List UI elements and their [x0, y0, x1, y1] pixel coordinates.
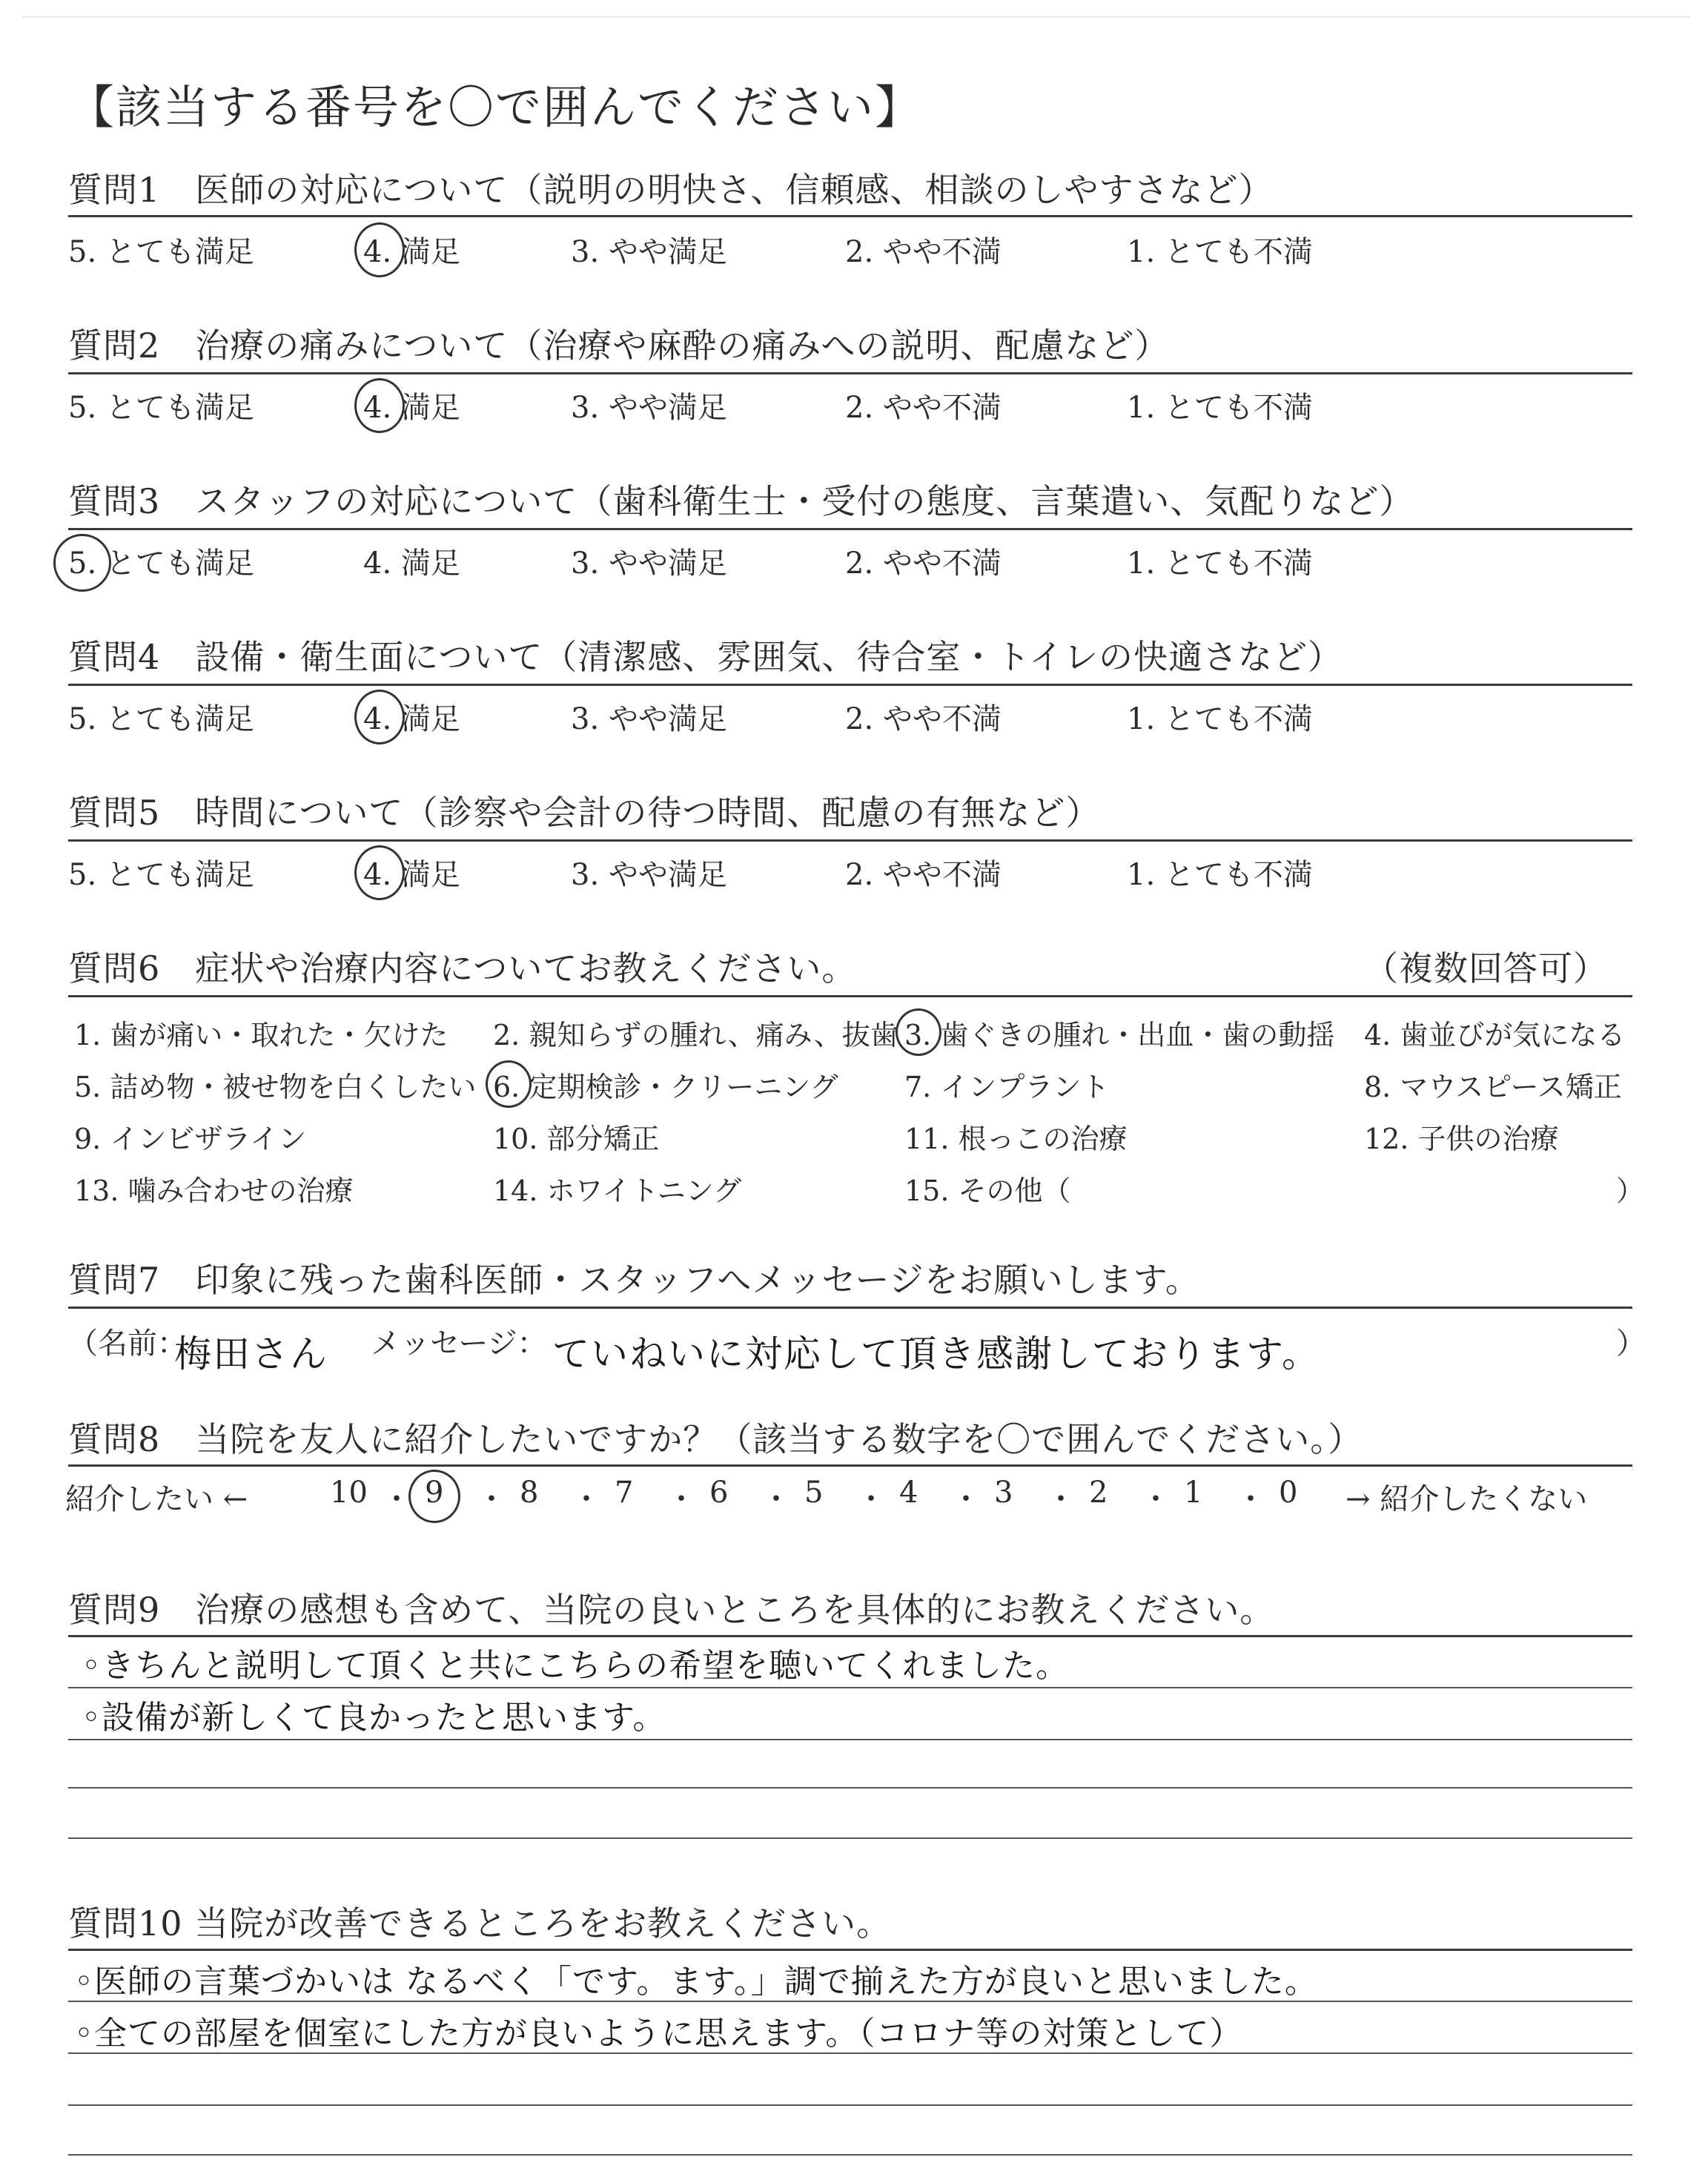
q6-item-12[interactable]: 12. 子供の治療 — [1364, 1123, 1559, 1155]
q3-option-4[interactable]: 4. 満足 — [363, 546, 460, 581]
q4-option-3[interactable]: 3. やや満足 — [571, 702, 727, 736]
q8-scale-8[interactable]: 8 — [520, 1476, 539, 1510]
q8-scale-0[interactable]: 0 — [1279, 1476, 1298, 1510]
q8-scale-separator: ・ — [1046, 1482, 1076, 1516]
question-5-rule — [68, 839, 1632, 842]
q9-answer-1[interactable]: ◦きちんと説明して頂くと共にこちらの希望を聴いてくれました。 — [82, 1647, 1069, 1685]
q6-item-8[interactable]: 8. マウスピース矯正 — [1364, 1071, 1622, 1103]
q10-line-3 — [68, 2052, 1632, 2054]
q1-selected-circle — [354, 222, 405, 277]
q6-item-13[interactable]: 13. 噛み合わせの治療 — [74, 1175, 354, 1207]
question-3-rule — [68, 528, 1632, 530]
q8-scale-separator: ・ — [1141, 1482, 1171, 1516]
q6-item-6-circle — [486, 1060, 532, 1108]
question-8-title: 質問8 当院を友人に紹介したいですか？（該当する数字を〇で囲んでください。） — [68, 1419, 1363, 1459]
q9-line-2 — [68, 1687, 1632, 1688]
q8-scale-separator: ・ — [1236, 1482, 1265, 1516]
q1-option-1[interactable]: 1. とても不満 — [1127, 235, 1313, 269]
q3-selected-circle — [53, 534, 111, 592]
question-6-note: （複数回答可） — [1364, 948, 1608, 988]
q2-option-4[interactable]: 4. 満足 — [363, 391, 460, 425]
q7-message-value[interactable]: ていねいに対応して頂き感謝しております。 — [552, 1332, 1320, 1375]
q8-scale-separator: ・ — [477, 1482, 506, 1516]
q8-selected-circle — [408, 1470, 460, 1523]
q9-line-5 — [68, 1837, 1632, 1839]
question-4-rule — [68, 684, 1632, 686]
q4-selected-circle — [354, 690, 405, 744]
question-7-title: 質問7 印象に残った歯科医師・スタッフへメッセージをお願いします。 — [68, 1260, 1200, 1300]
q1-option-4[interactable]: 4. 満足 — [363, 235, 460, 269]
q2-option-3[interactable]: 3. やや満足 — [571, 391, 727, 425]
q10-line-4 — [68, 2104, 1632, 2106]
q8-scale-1[interactable]: 1 — [1184, 1476, 1203, 1510]
q6-item-4[interactable]: 4. 歯並びが気になる — [1364, 1019, 1626, 1051]
question-5-title: 質問5 時間について（診察や会計の待つ時間、配慮の有無など） — [68, 793, 1101, 833]
q8-scale-separator: ・ — [382, 1482, 411, 1516]
q3-option-1[interactable]: 1. とても不満 — [1127, 546, 1313, 581]
q8-scale-separator: ・ — [572, 1482, 601, 1516]
q4-option-4[interactable]: 4. 満足 — [363, 702, 460, 736]
q5-option-1[interactable]: 1. とても不満 — [1127, 858, 1313, 892]
q6-item-3[interactable]: 3. 歯ぐきの腫れ・出血・歯の動揺 — [904, 1019, 1335, 1051]
question-1-title: 質問1 医師の対応について（説明の明快さ、信頼感、相談のしやすさなど） — [68, 170, 1274, 210]
q10-line-2 — [68, 2001, 1632, 2002]
q2-option-1[interactable]: 1. とても不満 — [1127, 391, 1313, 425]
question-9-rule — [68, 1635, 1632, 1637]
question-1-rule — [68, 215, 1632, 217]
q5-selected-circle — [354, 845, 405, 900]
question-6-title: 質問6 症状や治療内容についてお教えください。 — [68, 948, 857, 988]
q7-message-label: メッセージ： — [371, 1327, 547, 1361]
q4-option-1[interactable]: 1. とても不満 — [1127, 702, 1313, 736]
question-6-rule — [68, 995, 1632, 997]
q6-item-2[interactable]: 2. 親知らずの腫れ、痛み、抜歯 — [493, 1019, 898, 1051]
q6-item-5[interactable]: 5. 詰め物・被せ物を白くしたい — [74, 1071, 477, 1103]
q7-name-value[interactable]: 梅田さん — [174, 1332, 328, 1375]
q5-option-3[interactable]: 3. やや満足 — [571, 858, 727, 892]
question-2-title: 質問2 治療の痛みについて（治療や麻酔の痛みへの説明、配慮など） — [68, 326, 1170, 366]
q1-option-3[interactable]: 3. やや満足 — [571, 235, 727, 269]
q6-item-11[interactable]: 11. 根っこの治療 — [904, 1123, 1128, 1155]
q8-left-label: 紹介したい ← — [65, 1482, 248, 1516]
q1-option-2[interactable]: 2. やや不満 — [845, 235, 1002, 269]
q5-option-2[interactable]: 2. やや不満 — [845, 858, 1002, 892]
q8-scale-separator: ・ — [666, 1482, 696, 1516]
q8-scale-3[interactable]: 3 — [994, 1476, 1013, 1510]
q3-option-5[interactable]: 5. とても満足 — [68, 546, 254, 581]
q2-option-2[interactable]: 2. やや不満 — [845, 391, 1002, 425]
q6-item-7[interactable]: 7. インプラント — [904, 1071, 1110, 1103]
q7-name-label: （名前： — [68, 1327, 187, 1361]
q8-scale-separator: ・ — [761, 1482, 791, 1516]
question-10-title: 質問10 当院が改善できるところをお教えください。 — [68, 1903, 892, 1943]
q8-scale-separator: ・ — [856, 1482, 886, 1516]
question-3-title: 質問3 スタッフの対応について（歯科衛生士・受付の態度、言葉遣い、気配りなど） — [68, 481, 1414, 521]
q2-option-5[interactable]: 5. とても満足 — [68, 391, 254, 425]
q6-item-15[interactable]: 15. その他（ — [904, 1175, 1071, 1207]
q8-scale-2[interactable]: 2 — [1089, 1476, 1108, 1510]
question-8-rule — [68, 1464, 1632, 1467]
q6-item-9[interactable]: 9. インビザライン — [74, 1123, 307, 1155]
question-10-rule — [68, 1949, 1632, 1951]
q3-option-3[interactable]: 3. やや満足 — [571, 546, 727, 581]
q6-item-3-circle — [896, 1008, 941, 1056]
q2-selected-circle — [354, 378, 405, 433]
question-4-title: 質問4 設備・衛生面について（清潔感、雰囲気、待合室・トイレの快適さなど） — [68, 637, 1343, 677]
instruction-header: 【該当する番号を〇で囲んでください】 — [68, 80, 923, 134]
q8-scale-6[interactable]: 6 — [709, 1476, 729, 1510]
q8-scale-9[interactable]: 9 — [425, 1476, 444, 1510]
q6-item-15-close: ） — [1616, 1175, 1645, 1207]
q9-answer-2[interactable]: ◦設備が新しくて良かったと思います。 — [82, 1699, 666, 1737]
q8-scale-5[interactable]: 5 — [804, 1476, 824, 1510]
q8-scale-7[interactable]: 7 — [615, 1476, 634, 1510]
q8-right-label: → 紹介したくない — [1345, 1482, 1588, 1516]
q7-close-paren: ） — [1616, 1327, 1646, 1361]
q6-item-1[interactable]: 1. 歯が痛い・取れた・欠けた — [74, 1019, 448, 1051]
q6-item-6[interactable]: 6. 定期検診・クリーニング — [493, 1071, 838, 1103]
q10-answer-2[interactable]: ◦全ての部屋を個室にした方が良いように思えます。（コロナ等の対策として） — [74, 2015, 1243, 2052]
q4-option-5[interactable]: 5. とても満足 — [68, 702, 254, 736]
q8-scale-10[interactable]: 10 — [330, 1476, 368, 1510]
question-9-title: 質問9 治療の感想も含めて、当院の良いところを具体的にお教えください。 — [68, 1590, 1275, 1630]
top-border — [22, 16, 1690, 18]
q8-scale-4[interactable]: 4 — [899, 1476, 918, 1510]
question-7-rule — [68, 1307, 1632, 1309]
question-2-rule — [68, 372, 1632, 374]
q10-answer-1[interactable]: ◦医師の言葉づかいは なるべく「です。ます。」調で揃えた方が良いと思いました。 — [74, 1963, 1318, 2001]
q9-line-4 — [68, 1787, 1632, 1789]
q6-item-14[interactable]: 14. ホワイトニング — [493, 1175, 742, 1207]
q9-line-3 — [68, 1739, 1632, 1740]
q3-option-2[interactable]: 2. やや不満 — [845, 546, 1002, 581]
q8-scale-separator: ・ — [951, 1482, 981, 1516]
q10-line-5 — [68, 2154, 1632, 2156]
q1-option-5[interactable]: 5. とても満足 — [68, 235, 254, 269]
q4-option-2[interactable]: 2. やや不満 — [845, 702, 1002, 736]
q5-option-5[interactable]: 5. とても満足 — [68, 858, 254, 892]
q6-item-10[interactable]: 10. 部分矯正 — [493, 1123, 660, 1155]
q5-option-4[interactable]: 4. 満足 — [363, 858, 460, 892]
